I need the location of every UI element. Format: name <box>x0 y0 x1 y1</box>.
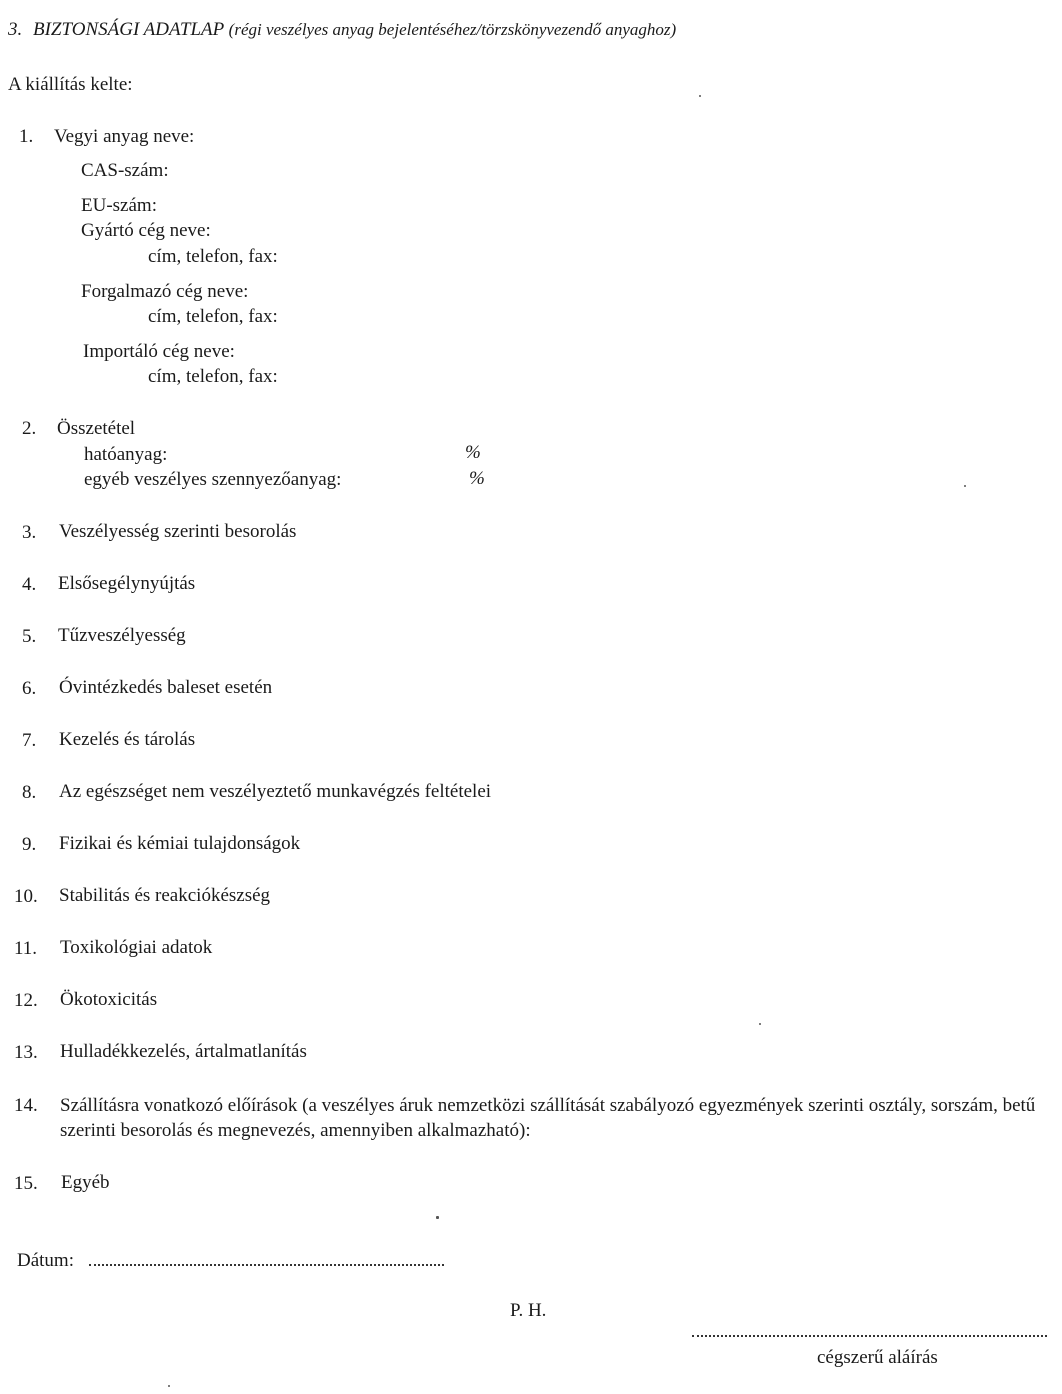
section-label: Tűzveszélyesség <box>58 625 186 646</box>
form-title-main: BIZTONSÁGI ADATLAP <box>33 19 224 40</box>
section-label: Hulladékkezelés, ártalmatlanítás <box>60 1041 307 1062</box>
section-number: 11. <box>14 938 38 959</box>
section-number: 1. <box>19 126 34 147</box>
section-number: 10. <box>14 886 38 907</box>
signature-label: cégszerű aláírás <box>817 1347 938 1368</box>
distributor-label: Forgalmazó cég neve: <box>81 281 249 302</box>
section-number: 2. <box>22 418 37 439</box>
issue-date-label: A kiállítás kelte: <box>8 74 133 95</box>
section-label: Ökotoxicitás <box>60 989 158 1010</box>
section-label: Veszélyesség szerinti besorolás <box>59 521 297 542</box>
scan-speck <box>436 1216 439 1219</box>
scan-speck <box>699 95 701 97</box>
signature-field[interactable] <box>692 1335 1047 1337</box>
manufacturer-contact-label: cím, telefon, fax: <box>148 246 278 267</box>
stamp-label: P. H. <box>510 1300 547 1321</box>
manufacturer-label: Gyártó cég neve: <box>81 220 211 241</box>
cas-number-label: CAS-szám: <box>81 160 169 181</box>
section-number: 7. <box>22 730 37 751</box>
active-ingredient-unit: % <box>465 442 481 463</box>
section-number: 13. <box>14 1042 38 1063</box>
section-number: 15. <box>14 1173 38 1194</box>
section-number: 9. <box>22 834 37 855</box>
section-label: Fizikai és kémiai tulajdonságok <box>59 833 301 854</box>
chemical-name-label: Vegyi anyag neve: <box>54 126 195 147</box>
scan-speck <box>759 1023 761 1025</box>
importer-contact-label: cím, telefon, fax: <box>148 366 278 387</box>
composition-label: Összetétel <box>57 418 136 439</box>
section-number: 8. <box>22 782 37 803</box>
section-label: Toxikológiai adatok <box>60 937 213 958</box>
section-number: 5. <box>22 626 37 647</box>
distributor-contact-label: cím, telefon, fax: <box>148 306 278 327</box>
form-number: 3. <box>8 19 23 40</box>
section-label: Óvintézkedés baleset esetén <box>59 677 273 698</box>
scan-speck <box>964 485 966 487</box>
form-subtitle: (régi veszélyes anyag bejelentéséhez/törzskönyvezendő anyaghoz) <box>228 20 677 39</box>
importer-label: Importáló cég neve: <box>83 341 235 362</box>
date-field[interactable] <box>89 1264 444 1266</box>
form-title <box>8 20 676 39</box>
eu-number-label: EU-szám: <box>81 195 157 216</box>
section-label: Elsősegélynyújtás <box>58 573 196 594</box>
impurity-unit: % <box>469 468 485 489</box>
section-label: Kezelés és tárolás <box>59 729 196 750</box>
section-label: Egyéb <box>61 1172 110 1193</box>
section-number: 12. <box>14 990 38 1011</box>
section-number: 4. <box>22 574 37 595</box>
scan-speck <box>168 1385 170 1387</box>
section-label: Az egészséget nem veszélyeztető munkavégzés feltételei <box>59 781 492 802</box>
active-ingredient-label: hatóanyag: <box>84 444 168 465</box>
section-number: 6. <box>22 678 37 699</box>
impurity-label: egyéb veszélyes szennyezőanyag: <box>84 469 342 490</box>
section-label: Szállításra vonatkozó előírások (a veszélyes áruk nemzetközi szállítását szabályozó egyezmények szerinti osztály, sorszám, betű szerinti besorolás és megnevezés, amennyiben alkalmazható): <box>60 1095 1036 1141</box>
section-label: Stabilitás és reakciókészség <box>59 885 271 906</box>
date-label: Dátum: <box>17 1250 74 1271</box>
section-number: 14. <box>14 1095 38 1116</box>
section-number: 3. <box>22 522 37 543</box>
